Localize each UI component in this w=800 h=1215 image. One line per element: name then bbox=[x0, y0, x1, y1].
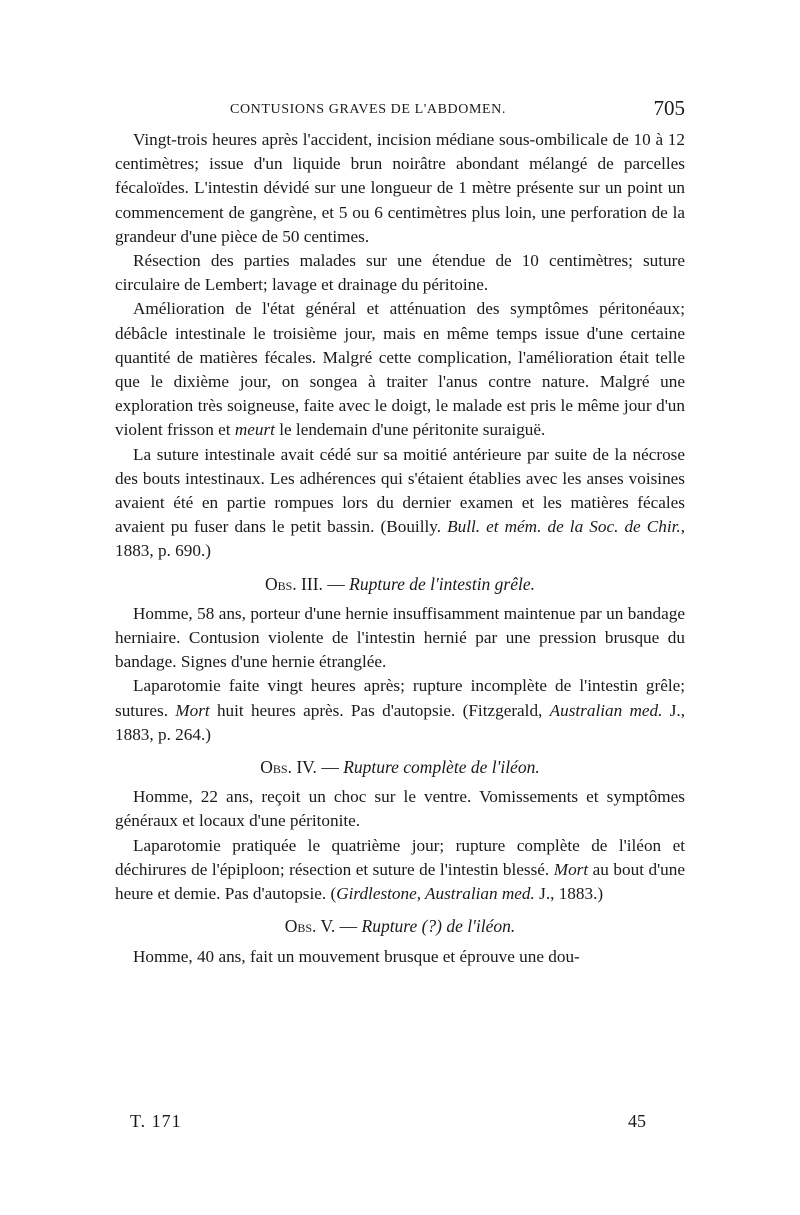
observation-label: Obs. III. bbox=[264, 573, 323, 594]
paragraph bbox=[115, 945, 685, 969]
paragraph-text: , 1883, p. 690.) bbox=[115, 517, 685, 561]
observation-heading bbox=[115, 914, 685, 938]
observation-heading bbox=[115, 755, 685, 779]
observation-title: Rupture de l'intestin grêle. bbox=[349, 573, 536, 594]
observation-label: Obs. IV. bbox=[260, 757, 317, 778]
sheet-number: 45 bbox=[628, 1111, 646, 1131]
paragraph-text: huit heures après. Pas d'autopsie. (Fitzgerald, bbox=[209, 700, 550, 720]
italic-text: Bull. et mém. de la Soc. de Chir. bbox=[447, 517, 681, 537]
paragraph-text: Homme, 22 ans, reçoit un choc sur le ventre. Vomissements et symptômes généraux et locaux d'une péritonite. bbox=[115, 787, 685, 831]
page-footer bbox=[130, 1111, 646, 1137]
heading-dash: — bbox=[316, 757, 344, 778]
paragraph-text: J., 1883, p. 264.) bbox=[115, 700, 685, 744]
paragraph-text: au bout d'une heure et demie. Pas d'autopsie. ( bbox=[115, 859, 685, 904]
paragraph-text: Laparotomie pratiquée le quatrième jour; rupture complète de l'iléon et déchirures de l'épiploon; résection et suture de l'intestin blessé. bbox=[115, 835, 685, 879]
paragraph bbox=[115, 834, 685, 907]
page-header bbox=[115, 96, 685, 126]
paragraph bbox=[115, 128, 685, 249]
italic-text: Australian med. bbox=[549, 700, 663, 720]
paragraph-text: Résection des parties malades sur une étendue de 10 centimètres; suture circulaire de Lembert; lavage et drainage du péritoine. bbox=[115, 251, 685, 295]
paragraph bbox=[115, 602, 685, 675]
paragraph-text: Vingt-trois heures après l'accident, incision médiane sous-ombilicale de 10 à 12 centimètres; issue d'un liquide brun noirâtre abondant mélangé de parcelles fécaloïdes. L'intestin dévidé sur une longueur de 1 mètre présente sur un point un commencement de gangrène, et 5 ou 6 centimètres plus loin, une perforation de la grandeur d'une pièce de 50 centimes. bbox=[115, 130, 685, 246]
paragraph-text: Laparotomie faite vingt heures après; rupture incomplète de l'intestin grêle; sutures. bbox=[115, 676, 685, 720]
paragraph-text: Homme, 58 ans, porteur d'une hernie insuffisamment maintenue par un bandage herniaire. Contusion violente de l'intestin hernié par une pression brusque du bandage. Signes d'une hernie étranglée. bbox=[115, 603, 685, 672]
signature-mark: T. 171 bbox=[130, 1111, 182, 1131]
paragraph-text: J., 1883.) bbox=[534, 884, 604, 904]
observation-title: Rupture (?) de l'iléon. bbox=[361, 916, 516, 937]
heading-dash: — bbox=[335, 916, 362, 937]
italic-text: Mort bbox=[175, 700, 210, 720]
paragraph bbox=[115, 674, 685, 747]
observation-label: Obs. V. bbox=[284, 916, 336, 937]
observation-heading bbox=[115, 572, 685, 596]
italic-text: Girdlestone, Australian med. bbox=[336, 884, 535, 904]
italic-text: Mort bbox=[553, 859, 589, 879]
running-title: CONTUSIONS GRAVES DE L'ABDOMEN. bbox=[230, 102, 506, 117]
paragraph bbox=[115, 443, 685, 564]
heading-dash: — bbox=[322, 573, 350, 594]
paragraph bbox=[115, 249, 685, 297]
paragraph bbox=[115, 785, 685, 833]
paragraph bbox=[115, 297, 685, 442]
italic-text: meurt bbox=[234, 420, 275, 440]
page-number: 705 bbox=[653, 96, 685, 120]
paragraph-text: le lendemain d'une péritonite suraiguë. bbox=[274, 420, 546, 440]
observation-title: Rupture complète de l'iléon. bbox=[343, 757, 540, 778]
paragraph-text: La suture intestinale avait cédé sur sa moitié antérieure par suite de la nécrose des bouts intestinaux. Les adhérences qui s'étaient établies avec les anses voisines avaient été en partie rompues lors du dernier examen et les matières fécales avaient pu fuser dans le petit bassin. (Bouilly. bbox=[115, 444, 685, 537]
paragraph-text: Amélioration de l'état général et atténuation des symptômes péritonéaux; débâcle intestinale le troisième jour, mais en même temps issue d'une certaine quantité de matières fécales. Malgré cette complication, l'amélioration était telle que le dixième jour, on songea à traiter l'anus contre nature. Malgré une exploration très soigneuse, faite avec le doigt, le malade est pris le même jour d'un violent frisson et bbox=[115, 299, 685, 440]
page-body bbox=[115, 128, 685, 969]
paragraph-text: Homme, 40 ans, fait un mouvement brusque et éprouve une dou- bbox=[133, 946, 580, 966]
